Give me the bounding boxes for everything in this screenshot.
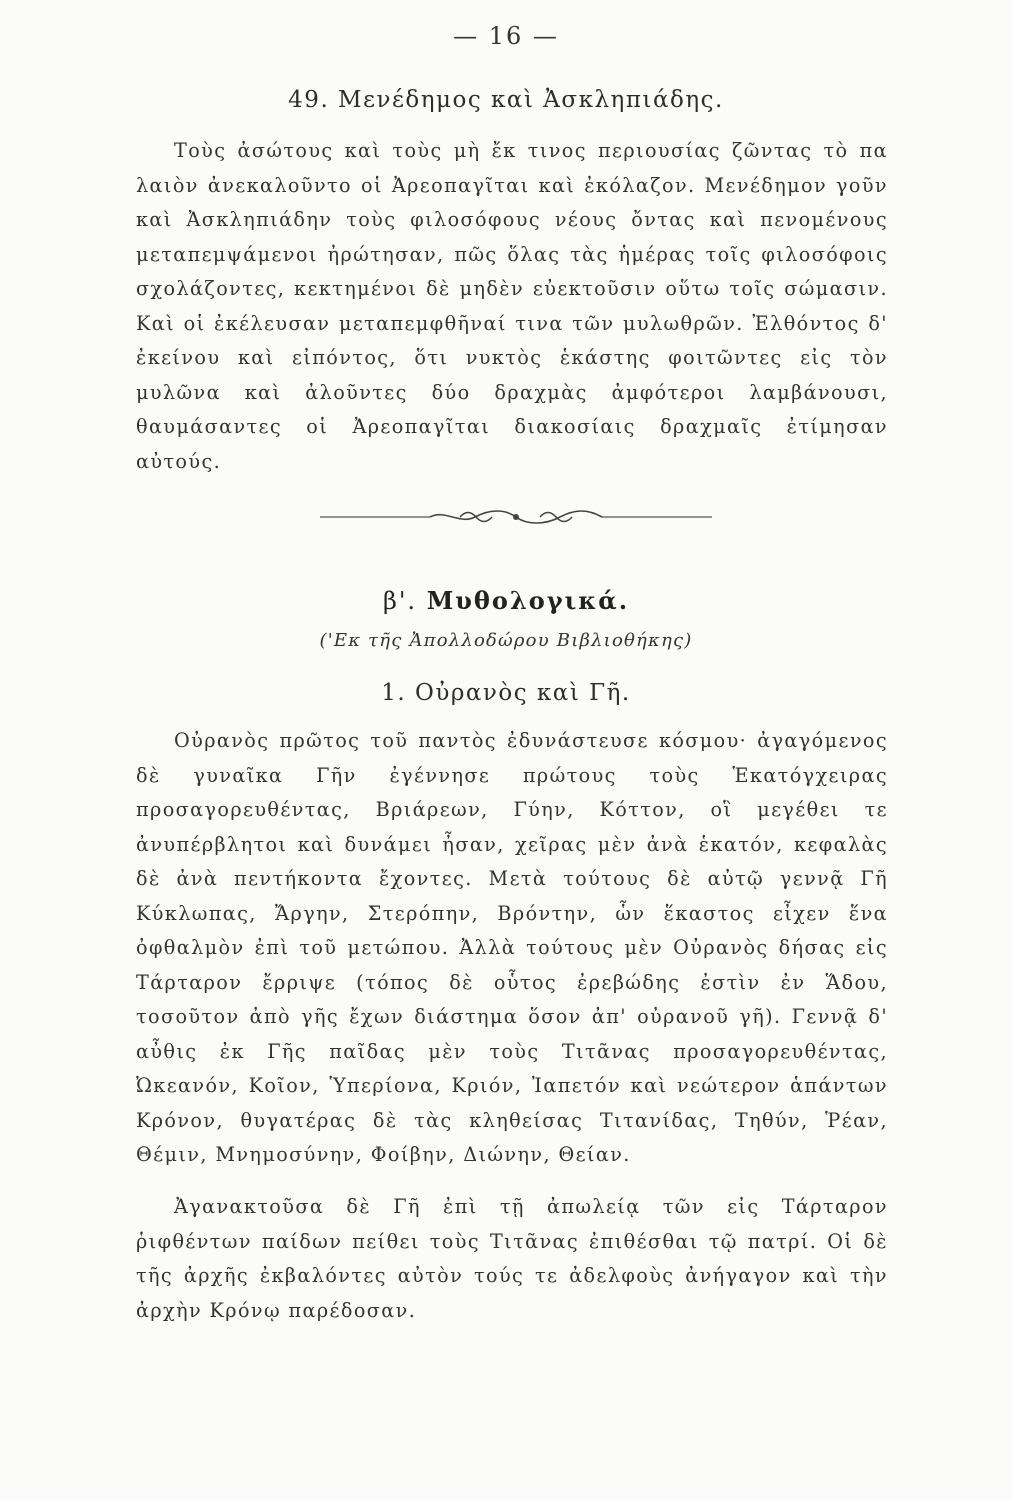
decorative-divider — [320, 500, 712, 534]
section-number: β'. — [382, 587, 418, 615]
section-heading — [0, 586, 1012, 615]
story-49-paragraph: Τοὺς ἀσώτους καὶ τοὺς μὴ ἔκ τινος περιουσίας ζῶντας τὸ πα λαιὸν ἀνεκαλοῦντο οἱ Ἀρεοπαγῖται καὶ ἐκόλαζον. Μενέδημον γοῦν καὶ Ἀσκληπιάδην τοὺς φιλοσόφους νέους ὄντας καὶ πενομένους μεταπεμψάμενοι ἠρώτησαν, πῶς ὅλας τὰς ἡμέρας τοῖς φιλοσόφοις σχολάζοντες, κεκτημένοι δὲ μηδὲν εὐεκτοῦσιν οὕτω τοῖς σώμασιν. Καὶ οἱ ἐκέλευσαν μεταπεμφθῆναί τινα τῶν μυλωθρῶν. Ἐλθόντος δ' ἐκείνου καὶ εἰπόντος, ὅτι νυκτὸς ἑκάστης φοιτῶντες εἰς τὸν μυλῶνα καὶ ἀλοῦντες δύο δραχμὰς ἀμφότεροι λαμβάνουσι, θαυμάσαντες οἱ Ἀρεοπαγῖται διακοσίαις δραχμαῖς ἐτίμησαν αὐτούς. — [136, 139, 888, 473]
story-1-text — [136, 724, 888, 1173]
page-number: — 16 — — [453, 22, 559, 50]
story-49-text — [136, 134, 888, 479]
story-1-text-continued — [136, 1190, 888, 1328]
story-1-title: 1. Οὐρανὸς καὶ Γῆ. — [381, 680, 631, 706]
section-title: Μυθολογικά. — [426, 586, 630, 615]
story-1-paragraph-2: Ἀγανακτοῦσα δὲ Γῆ ἐπὶ τῇ ἀπωλείᾳ τῶν εἰς Τάρταρον ῥιφθέντων παίδων πείθει τοὺς Τιτᾶνας ἐπιθέσθαι τῷ πατρί. Οἱ δὲ τῆς ἀρχῆς ἐκβαλόντες αὐτὸν τούς τε ἀδελφοὺς ἀνήγαγον καὶ τὴν ἀρχὴν Κρόνῳ παρέδοσαν. — [136, 1195, 888, 1322]
story-1-paragraph-1: Οὐρανὸς πρῶτος τοῦ παντὸς ἐδυνάστευσε κόσμου· ἀγαγόμενος δὲ γυναῖκα Γῆν ἐγέννησε πρώτους τοὺς Ἑκατόγχειρας προσαγορευθέντας, Βριάρεων, Γύην, Κόττον, οἳ μεγέθει τε ἀνυπέρβλητοι καὶ δυνάμει ἦσαν, χεῖρας μὲν ἀνὰ ἑκατόν, κεφαλὰς δὲ ἀνὰ πεντήκοντα ἔχοντες. Μετὰ τούτους δὲ αὐτῷ γεννᾷ Γῆ Κύκλωπας, Ἄργην, Στερόπην, Βρόντην, ὧν ἕκαστος εἶχεν ἕνα ὀφθαλμὸν ἐπὶ τοῦ μετώπου. Ἀλλὰ τούτους μὲν Οὐρανὸς δήσας εἰς Τάρταρον ἔρριψε (τόπος δὲ οὗτος ἐρεβώδης ἐστὶν ἐν Ἅδου, τοσοῦτον ἀπὸ γῆς ἔχων διάστημα ὅσον ἀπ' οὐρανοῦ γῆ). Γεννᾷ δ' αὖθις ἐκ Γῆς παῖδας μὲν τοὺς Τιτᾶνας προσαγορευθέντας, Ὠκεανόν, Κοῖον, Ὑπερίονα, Κριόν, Ἰαπετόν καὶ νεώτερον ἁπάντων Κρόνον, θυγατέρας δὲ τὰς κληθείσας Τιτανίδας, Τηθύν, Ῥέαν, Θέμιν, Μνημοσύνην, Φοίβην, Διώνην, Θείαν. — [136, 729, 888, 1166]
section-source: ('Εκ τῆς Ἀπολλοδώρου Βιβλιοθήκης) — [319, 630, 693, 651]
story-49-title: 49. Μενέδημος καὶ Ἀσκληπιάδης. — [288, 87, 724, 113]
